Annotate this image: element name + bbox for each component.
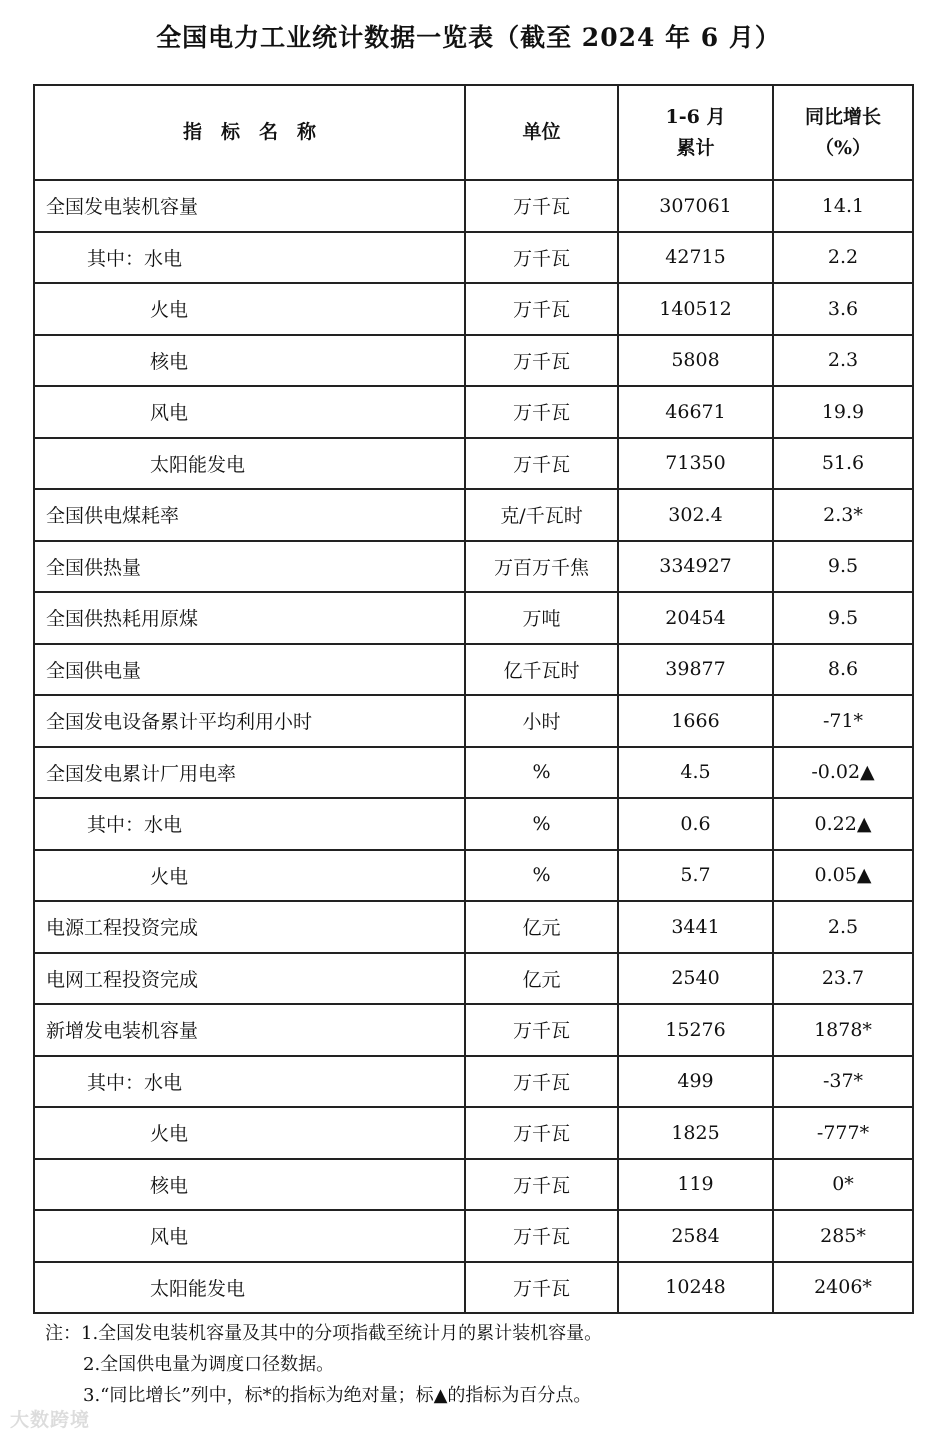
table-row bbox=[34, 1004, 913, 1056]
table-row bbox=[34, 1210, 913, 1262]
table-row bbox=[34, 1056, 913, 1108]
cumulative-value-cell: 15276 bbox=[618, 1004, 773, 1056]
header-indicator-name: 指 标 名 称 bbox=[34, 85, 465, 180]
indicator-name-cell: 全国供热量 bbox=[34, 541, 465, 593]
yoy-growth-cell: 51.6 bbox=[773, 438, 913, 490]
unit-cell: 万千瓦 bbox=[465, 1210, 618, 1262]
cumulative-value-cell: 5808 bbox=[618, 335, 773, 387]
indicator-name-cell: 新增发电装机容量 bbox=[34, 1004, 465, 1056]
unit-cell: 亿千瓦时 bbox=[465, 644, 618, 696]
table-row bbox=[34, 901, 913, 953]
yoy-growth-cell: 14.1 bbox=[773, 180, 913, 232]
header-cumulative-line2: 累计 bbox=[676, 136, 715, 159]
table-row bbox=[34, 850, 913, 902]
cumulative-value-cell: 1825 bbox=[618, 1107, 773, 1159]
yoy-growth-cell: 23.7 bbox=[773, 953, 913, 1005]
table-row bbox=[34, 1107, 913, 1159]
indicator-name-cell: 全国发电装机容量 bbox=[34, 180, 465, 232]
indicator-name-cell: 其中：水电 bbox=[34, 1056, 465, 1108]
yoy-growth-cell: 2.3 bbox=[773, 335, 913, 387]
indicator-name-cell: 全国供电量 bbox=[34, 644, 465, 696]
cumulative-value-cell: 46671 bbox=[618, 386, 773, 438]
table-row bbox=[34, 335, 913, 387]
cumulative-value-cell: 307061 bbox=[618, 180, 773, 232]
table-header-row bbox=[34, 85, 913, 180]
cumulative-value-cell: 71350 bbox=[618, 438, 773, 490]
footnote-1: 注：1.全国发电装机容量及其中的分项指截至统计月的累计装机容量。 bbox=[45, 1323, 603, 1344]
header-yoy-line2: （%） bbox=[814, 136, 872, 159]
unit-cell: 万千瓦 bbox=[465, 283, 618, 335]
footnotes bbox=[45, 1318, 925, 1411]
indicator-name-cell: 全国供电煤耗率 bbox=[34, 489, 465, 541]
table-row bbox=[34, 438, 913, 490]
table-row bbox=[34, 592, 913, 644]
yoy-growth-cell: -37* bbox=[773, 1056, 913, 1108]
indicator-name-cell: 其中：水电 bbox=[34, 232, 465, 284]
unit-cell: 万吨 bbox=[465, 592, 618, 644]
unit-cell: 万百万千焦 bbox=[465, 541, 618, 593]
indicator-name-cell: 核电 bbox=[34, 335, 465, 387]
unit-cell: 亿元 bbox=[465, 953, 618, 1005]
watermark-logo bbox=[10, 1405, 90, 1432]
header-cumulative bbox=[618, 85, 773, 180]
cumulative-value-cell: 1666 bbox=[618, 695, 773, 747]
indicator-name-cell: 太阳能发电 bbox=[34, 438, 465, 490]
indicator-name-cell: 火电 bbox=[34, 283, 465, 335]
cumulative-value-cell: 10248 bbox=[618, 1262, 773, 1314]
unit-cell: 克/千瓦时 bbox=[465, 489, 618, 541]
table-row bbox=[34, 541, 913, 593]
cumulative-value-cell: 3441 bbox=[618, 901, 773, 953]
unit-cell: 万千瓦 bbox=[465, 438, 618, 490]
yoy-growth-cell: 0.22▲ bbox=[773, 798, 913, 850]
indicator-name-cell: 电源工程投资完成 bbox=[34, 901, 465, 953]
yoy-growth-cell: 19.9 bbox=[773, 386, 913, 438]
cumulative-value-cell: 0.6 bbox=[618, 798, 773, 850]
yoy-growth-cell: 0.05▲ bbox=[773, 850, 913, 902]
watermark-text: 大数跨境 bbox=[10, 1409, 91, 1431]
cumulative-value-cell: 39877 bbox=[618, 644, 773, 696]
indicator-name-cell: 全国发电设备累计平均利用小时 bbox=[34, 695, 465, 747]
page-title: 全国电力工业统计数据一览表（截至 2024 年 6 月） bbox=[156, 23, 781, 52]
table-row bbox=[34, 747, 913, 799]
header-yoy bbox=[773, 85, 913, 180]
table-row bbox=[34, 232, 913, 284]
cumulative-value-cell: 302.4 bbox=[618, 489, 773, 541]
unit-cell: % bbox=[465, 747, 618, 799]
cumulative-value-cell: 2540 bbox=[618, 953, 773, 1005]
cumulative-value-cell: 5.7 bbox=[618, 850, 773, 902]
cumulative-value-cell: 20454 bbox=[618, 592, 773, 644]
statistics-table bbox=[33, 84, 914, 1314]
indicator-name-cell: 风电 bbox=[34, 386, 465, 438]
header-yoy-line1: 同比增长 bbox=[804, 106, 881, 129]
indicator-name-cell: 全国供热耗用原煤 bbox=[34, 592, 465, 644]
cumulative-value-cell: 4.5 bbox=[618, 747, 773, 799]
unit-cell: % bbox=[465, 850, 618, 902]
yoy-growth-cell: 2.2 bbox=[773, 232, 913, 284]
table-row bbox=[34, 644, 913, 696]
yoy-growth-cell: 2406* bbox=[773, 1262, 913, 1314]
table-row bbox=[34, 1159, 913, 1211]
yoy-growth-cell: 8.6 bbox=[773, 644, 913, 696]
yoy-growth-cell: 9.5 bbox=[773, 541, 913, 593]
unit-cell: 亿元 bbox=[465, 901, 618, 953]
cumulative-value-cell: 334927 bbox=[618, 541, 773, 593]
table-row bbox=[34, 283, 913, 335]
yoy-growth-cell: -777* bbox=[773, 1107, 913, 1159]
unit-cell: 万千瓦 bbox=[465, 232, 618, 284]
table-row bbox=[34, 1262, 913, 1314]
unit-cell: 万千瓦 bbox=[465, 180, 618, 232]
unit-cell: 万千瓦 bbox=[465, 1107, 618, 1159]
indicator-name-cell: 电网工程投资完成 bbox=[34, 953, 465, 1005]
unit-cell: 万千瓦 bbox=[465, 1004, 618, 1056]
unit-cell: 万千瓦 bbox=[465, 1262, 618, 1314]
yoy-growth-cell: 9.5 bbox=[773, 592, 913, 644]
cumulative-value-cell: 2584 bbox=[618, 1210, 773, 1262]
indicator-name-cell: 其中：水电 bbox=[34, 798, 465, 850]
unit-cell: 小时 bbox=[465, 695, 618, 747]
table-row bbox=[34, 953, 913, 1005]
unit-cell: 万千瓦 bbox=[465, 1056, 618, 1108]
table-row bbox=[34, 798, 913, 850]
table-row bbox=[34, 695, 913, 747]
cumulative-value-cell: 119 bbox=[618, 1159, 773, 1211]
table-body bbox=[34, 180, 913, 1313]
header-cumulative-line1: 1-6 月 bbox=[665, 106, 726, 129]
cumulative-value-cell: 140512 bbox=[618, 283, 773, 335]
table-row bbox=[34, 489, 913, 541]
table-row bbox=[34, 180, 913, 232]
cumulative-value-cell: 42715 bbox=[618, 232, 773, 284]
unit-cell: 万千瓦 bbox=[465, 386, 618, 438]
indicator-name-cell: 太阳能发电 bbox=[34, 1262, 465, 1314]
yoy-growth-cell: 285* bbox=[773, 1210, 913, 1262]
yoy-growth-cell: 3.6 bbox=[773, 283, 913, 335]
footnote-2: 2.全国供电量为调度口径数据。 bbox=[83, 1354, 335, 1375]
yoy-growth-cell: -71* bbox=[773, 695, 913, 747]
footnote-3: 3.“同比增长”列中，标*的指标为绝对量；标▲的指标为百分点。 bbox=[83, 1385, 592, 1406]
yoy-growth-cell: 2.3* bbox=[773, 489, 913, 541]
table-row bbox=[34, 386, 913, 438]
yoy-growth-cell: 0* bbox=[773, 1159, 913, 1211]
indicator-name-cell: 火电 bbox=[34, 1107, 465, 1159]
header-unit: 单位 bbox=[465, 85, 618, 180]
indicator-name-cell: 核电 bbox=[34, 1159, 465, 1211]
cumulative-value-cell: 499 bbox=[618, 1056, 773, 1108]
yoy-growth-cell: -0.02▲ bbox=[773, 747, 913, 799]
unit-cell: 万千瓦 bbox=[465, 1159, 618, 1211]
unit-cell: % bbox=[465, 798, 618, 850]
unit-cell: 万千瓦 bbox=[465, 335, 618, 387]
indicator-name-cell: 风电 bbox=[34, 1210, 465, 1262]
yoy-growth-cell: 1878* bbox=[773, 1004, 913, 1056]
indicator-name-cell: 火电 bbox=[34, 850, 465, 902]
indicator-name-cell: 全国发电累计厂用电率 bbox=[34, 747, 465, 799]
yoy-growth-cell: 2.5 bbox=[773, 901, 913, 953]
